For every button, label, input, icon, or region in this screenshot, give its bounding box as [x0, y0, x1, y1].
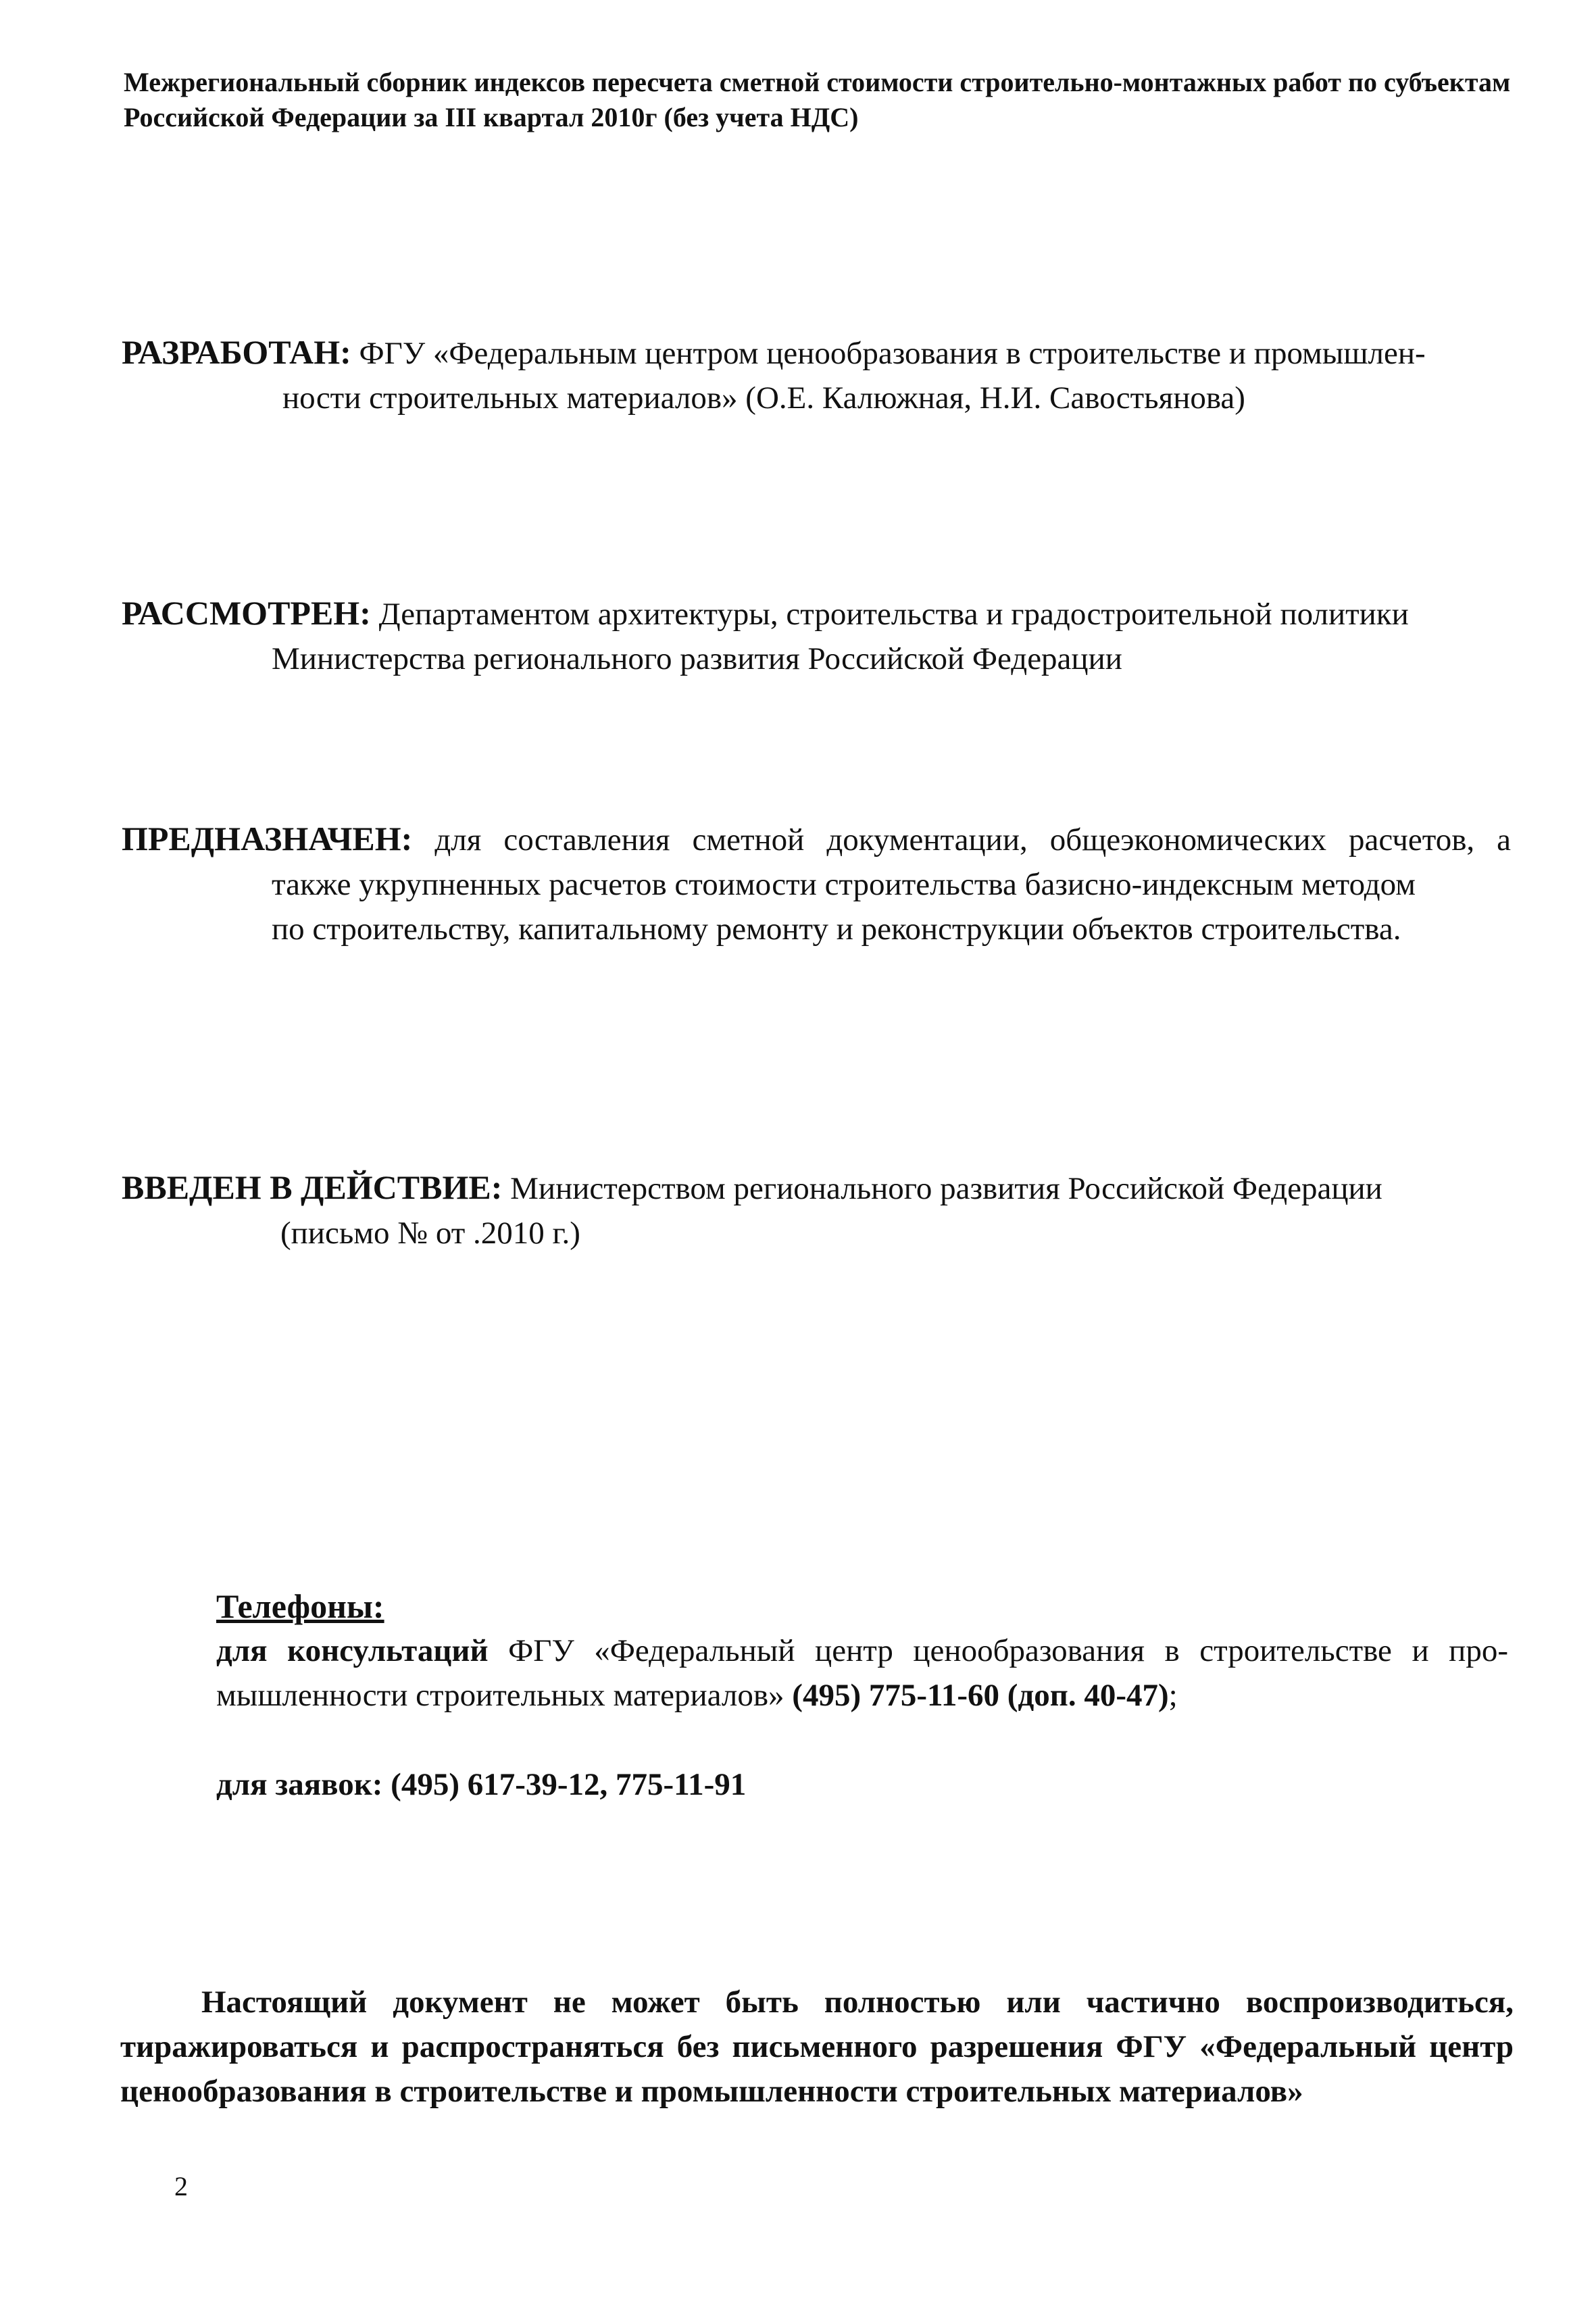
intended-text-3: по строительству, капитальному ремонту и реконструкции объектов строительства.: [272, 912, 1401, 947]
reviewed-text-2: Министерства регионального развития Российской Федерации: [272, 641, 1122, 676]
consult-label: для консультаций: [216, 1633, 489, 1668]
enacted-label: ВВЕДЕН В ДЕЙСТВИЕ:: [122, 1168, 503, 1206]
consult-text-2: мышленности строительных материалов»: [216, 1678, 784, 1713]
enacted-text-2: (письмо № от .2010 г.): [280, 1216, 580, 1251]
orders-phones: для заявок: (495) 617-39-12, 775-11-91: [216, 1767, 747, 1802]
developed-section: [122, 330, 1514, 420]
header-line-1: Межрегиональный сборник индексов пересчета сметной стоимости строительно-монтажных работ по субъектам: [124, 67, 1511, 97]
developed-text-1: ФГУ «Федеральным центром ценообразования в строительстве и промышлен-: [351, 336, 1426, 371]
reviewed-section: [122, 591, 1514, 681]
copyright-notice: [120, 1980, 1514, 2114]
consult-text-1: ФГУ «Федеральный центр ценообразования в строительстве и про-: [488, 1633, 1508, 1668]
intended-section: [122, 816, 1511, 951]
document-header: [124, 65, 1529, 135]
contacts-title: Телефоны:: [216, 1587, 384, 1625]
intended-text-1: для составления сметной документации, общеэкономических расчетов, а: [412, 822, 1511, 857]
developed-label: РАЗРАБОТАН:: [122, 333, 351, 371]
consult-end: ;: [1168, 1678, 1178, 1713]
reviewed-text-1: Департаментом архитектуры, строительства и градостроительной политики: [370, 597, 1409, 632]
enacted-text-1: Министерством регионального развития Российской Федерации: [502, 1171, 1382, 1206]
developed-text-2: ности строительных материалов» (О.Е. Калюжная, Н.И. Савостьянова): [282, 380, 1245, 416]
consult-phone: (495) 775-11-60 (доп. 40-47): [784, 1678, 1169, 1713]
page-number: 2: [174, 2171, 188, 2201]
intended-text-2: также укрупненных расчетов стоимости строительства базисно-индексным методом: [272, 867, 1416, 902]
intended-label: ПРЕДНАЗНАЧЕН:: [122, 820, 413, 857]
notice-text: Настоящий документ не может быть полностью или частично воспроизводиться, тиражироваться и распространяться без письменного разрешения ФГУ «Федеральный центр ценообразования в строительстве и промышленности строительных материалов»: [120, 1985, 1514, 2109]
reviewed-label: РАССМОТРЕН:: [122, 594, 371, 632]
enacted-section: [122, 1165, 1514, 1255]
header-line-2: Российской Федерации за III квартал 2010г (без учета НДС): [124, 102, 859, 132]
contacts-block: [216, 1584, 1508, 1807]
